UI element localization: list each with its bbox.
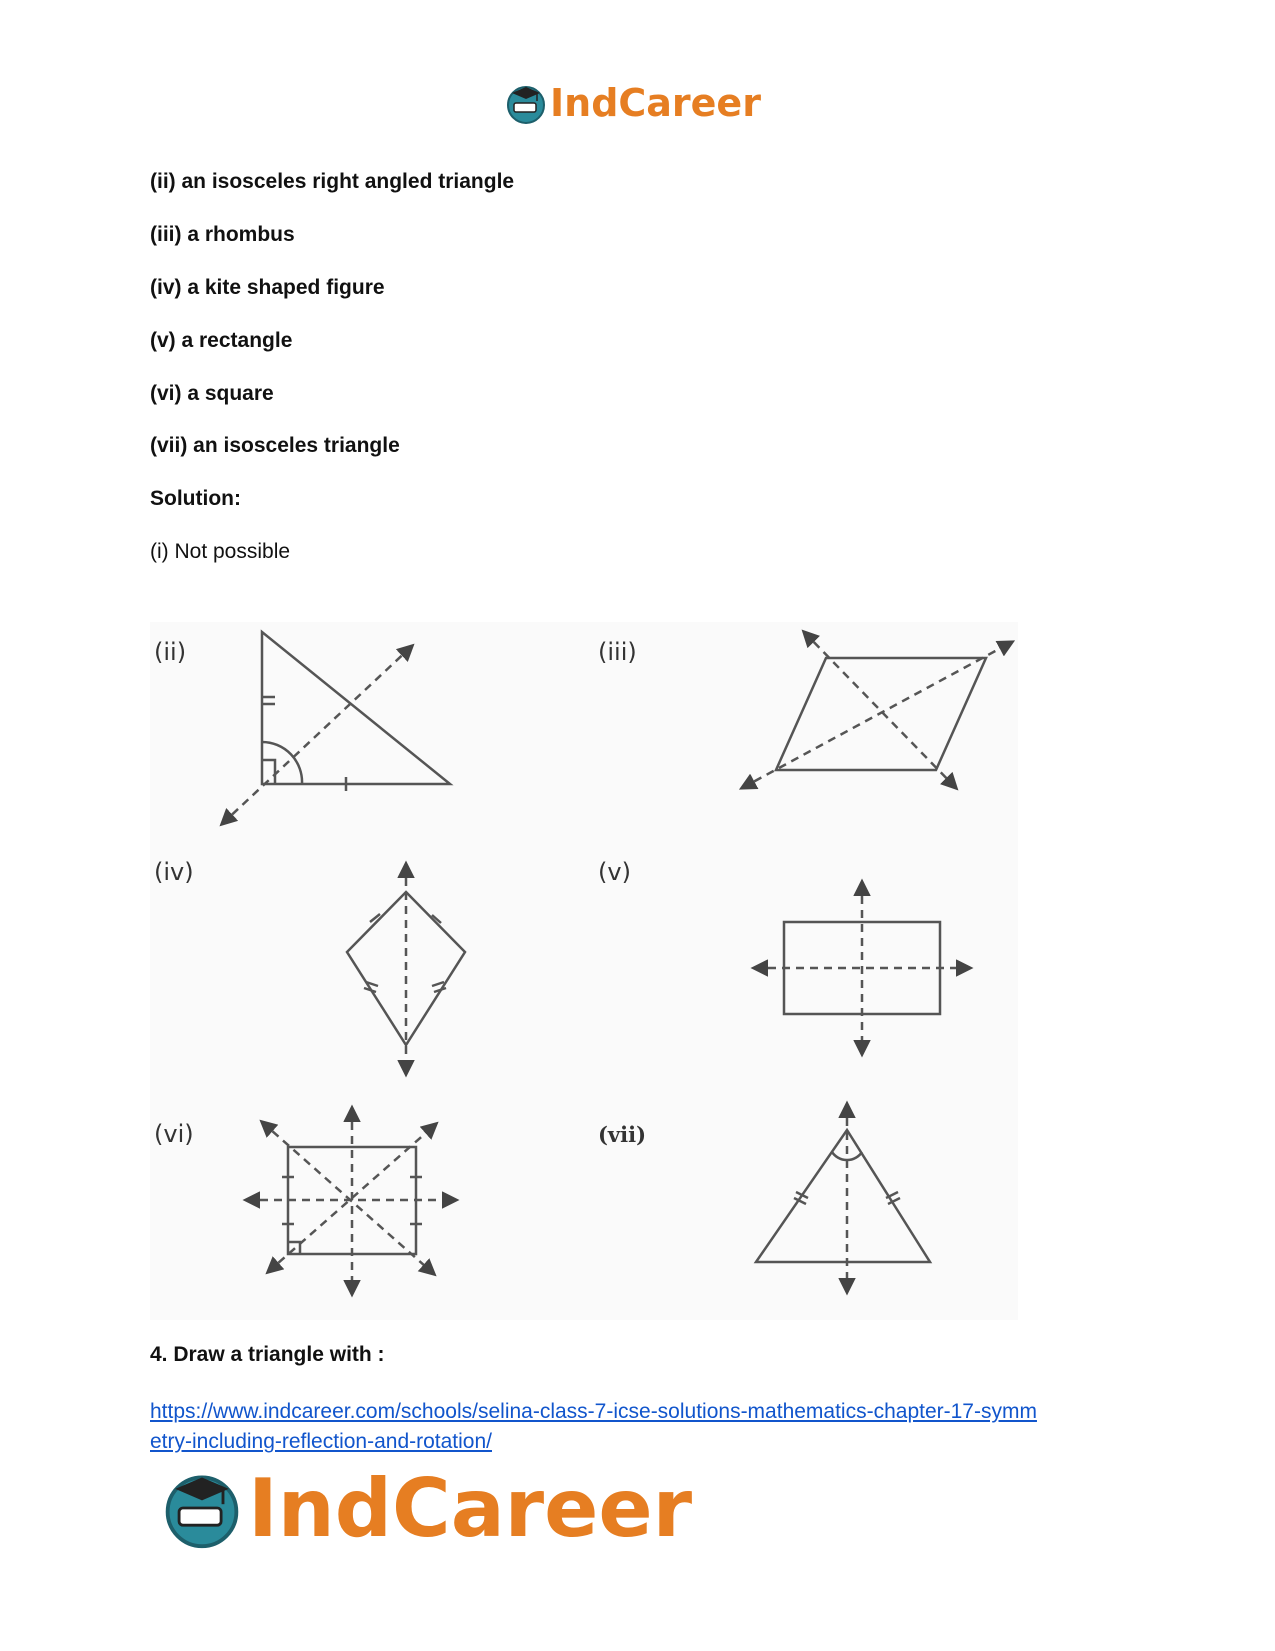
figure-label-iii: (iii) [598,638,637,666]
figure-isosceles-triangle [756,1104,930,1292]
header-logo [504,78,761,128]
figure-label-vii: (vii) [598,1122,647,1147]
source-link-line-2[interactable]: etry-including-reflection-and-rotation/ [150,1430,492,1453]
footer-logo-wordmark: IndCareer [248,1461,693,1555]
figure-rectangle [754,882,970,1054]
solution-first: (i) Not possible [150,540,291,563]
symmetry-figure [150,622,1018,1320]
figure-label-vi: (vi) [154,1120,194,1148]
source-link-line-1[interactable]: https://www.indcareer.com/schools/selina-class-7-icse-solutions-mathematics-chapter-17-symm [150,1400,1037,1423]
item-ii: (ii) an isosceles right angled triangle [150,170,515,193]
item-vii: (vii) an isosceles triangle [150,434,400,457]
item-iv: (iv) a kite shaped figure [150,276,385,299]
figure-right-triangle [222,632,450,824]
solution-heading: Solution: [150,487,241,510]
item-v: (v) a rectangle [150,329,293,352]
logo-wordmark: IndCareer [550,81,761,125]
logo-globe-icon [160,1466,244,1550]
next-question: 4. Draw a triangle with : [150,1343,385,1366]
figure-square [246,1108,456,1294]
item-iii: (iii) a rhombus [150,223,295,246]
footer-logo [160,1461,693,1555]
figure-rhombus [742,632,1012,788]
logo-globe-icon [504,81,548,125]
figure-label-v: (v) [598,858,631,886]
figure-kite [347,864,465,1074]
item-vi: (vi) a square [150,382,274,405]
figure-label-iv: (iv) [154,858,194,886]
source-link[interactable] [150,1397,1150,1457]
figure-label-ii: (ii) [154,638,187,666]
